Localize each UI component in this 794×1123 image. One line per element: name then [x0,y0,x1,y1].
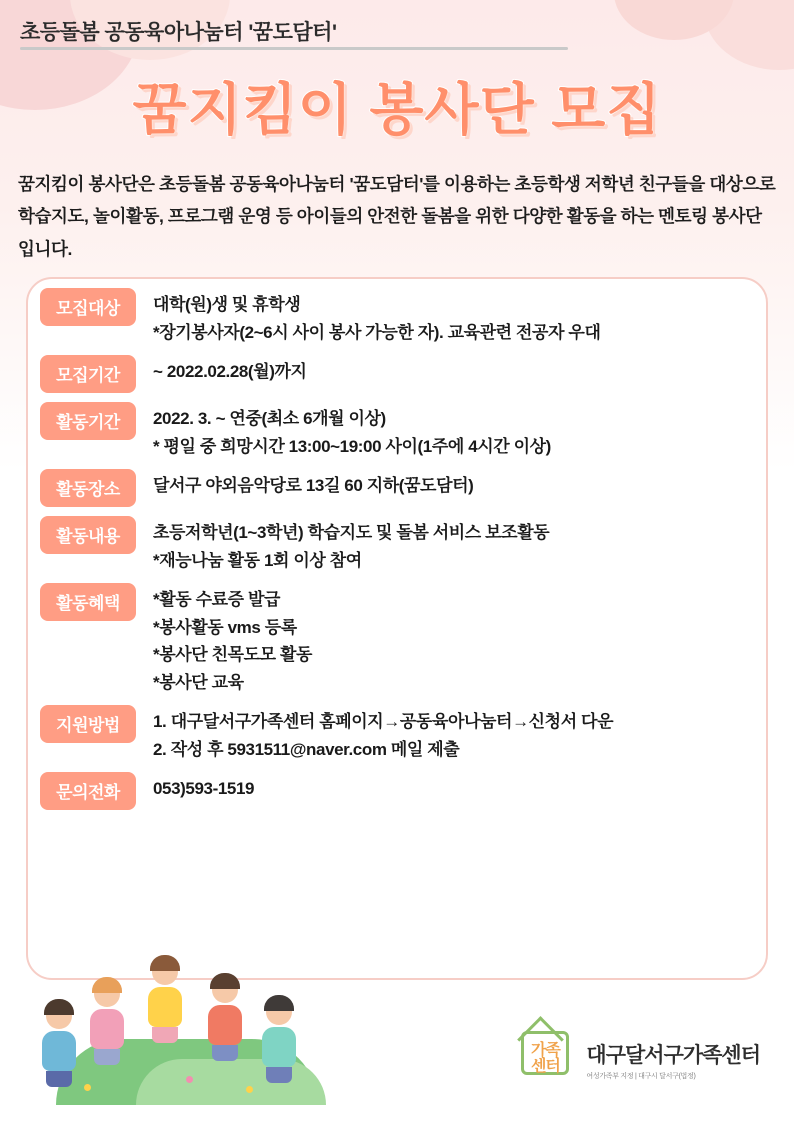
page-title: 꿈지킴이 봉사단 모집 [132,78,662,141]
info-row-line: *활동 수료증 발급 [153,590,281,610]
info-row [26,288,768,346]
poster-kicker: 초등돌봄 공동육아나눔터 '꿈도담터' [20,21,337,44]
info-row-line: *봉사단 친목도모 활동 [153,645,313,665]
info-row-line: 1. 대구달서구가족센터 홈페이지→공동육아나눔터→신청서 다운 [153,712,614,732]
organization-subtitle: 여성가족부 지정 | 대구시 달서구(법정) [586,1073,696,1080]
info-row-label: 모집대상 [40,288,136,326]
info-row [26,469,768,507]
child-figure [208,977,242,1061]
info-row-line: 초등저학년(1~3학년) 학습지도 및 돌봄 서비스 보조활동 [153,523,550,543]
info-rows [26,288,768,819]
child-figure [262,999,296,1083]
info-row-label: 지원방법 [40,705,136,743]
info-row-values [136,402,768,460]
info-row-line: *봉사활동 vms 등록 [153,617,297,637]
info-row [26,705,768,763]
organization-name: 대구달서구가족센터 [586,1044,760,1067]
intro-paragraph: 꿈지킴이 봉사단은 초등돌봄 공동육아나눔터 '꿈도담터'를 이용하는 초등학생 저학년 친구들을 대상으로 학습지도, 놀이활동, 프로그램 운영 등 아이들의 안전한 돌봄을 위한 다양한 활동을 하는 멘토링 봉사단 입니다. [18,174,776,259]
info-row-line: 2022. 3. ~ 연중(최소 6개월 이상) [153,409,386,429]
organization-logo [514,1029,760,1091]
page-title-wrap [0,66,794,146]
flower-icon [246,1086,253,1093]
info-row [26,355,768,393]
info-row-line: *장기봉사자(2~6시 사이 봉사 가능한 자). 교육관련 전공자 우대 [153,322,601,342]
info-row-values [136,516,768,574]
info-row-label: 활동내용 [40,516,136,554]
info-row-values [136,705,768,763]
info-row-line: *재능나눔 활동 1회 이상 참여 [153,550,362,570]
info-row-line: ~ 2022.02.28(월)까지 [153,362,307,382]
info-row-line: 달서구 야외음악당로 13길 60 지하(꿈도담터) [153,476,474,496]
info-row-values [136,469,768,500]
flower-icon [84,1084,91,1091]
info-row-label: 활동혜택 [40,583,136,621]
children-illustration [40,980,340,1105]
info-row [26,772,768,810]
hill-shape-front [136,1059,326,1105]
house-icon [514,1029,576,1091]
info-row-line: 대학(원)생 및 휴학생 [153,295,301,314]
info-row-line: *봉사단 교육 [153,672,244,692]
child-figure [148,959,182,1043]
info-row-line: * 평일 중 희망시간 13:00~19:00 사이(1주에 4시간 이상) [153,436,551,456]
info-row-line: 2. 작성 후 5931511@naver.com 메일 제출 [153,739,460,759]
info-row [26,583,768,696]
flower-icon [186,1076,193,1083]
kicker-divider [20,47,568,50]
child-figure [42,1003,76,1087]
info-row-values [136,583,768,696]
info-row-values [136,288,768,346]
info-row [26,516,768,574]
logo-mark-line1: 가족 [530,1042,560,1059]
info-row-label: 활동기간 [40,402,136,440]
info-row-label: 문의전화 [40,772,136,810]
child-figure [90,981,124,1065]
info-row-label: 모집기간 [40,355,136,393]
info-row-label: 활동장소 [40,469,136,507]
logo-text-block [586,1039,760,1081]
info-row [26,402,768,460]
info-row-values [136,772,768,803]
info-row-values [136,355,768,386]
info-row-line: 053)593-1519 [153,779,255,799]
logo-mark-line2: 센터 [530,1058,560,1076]
